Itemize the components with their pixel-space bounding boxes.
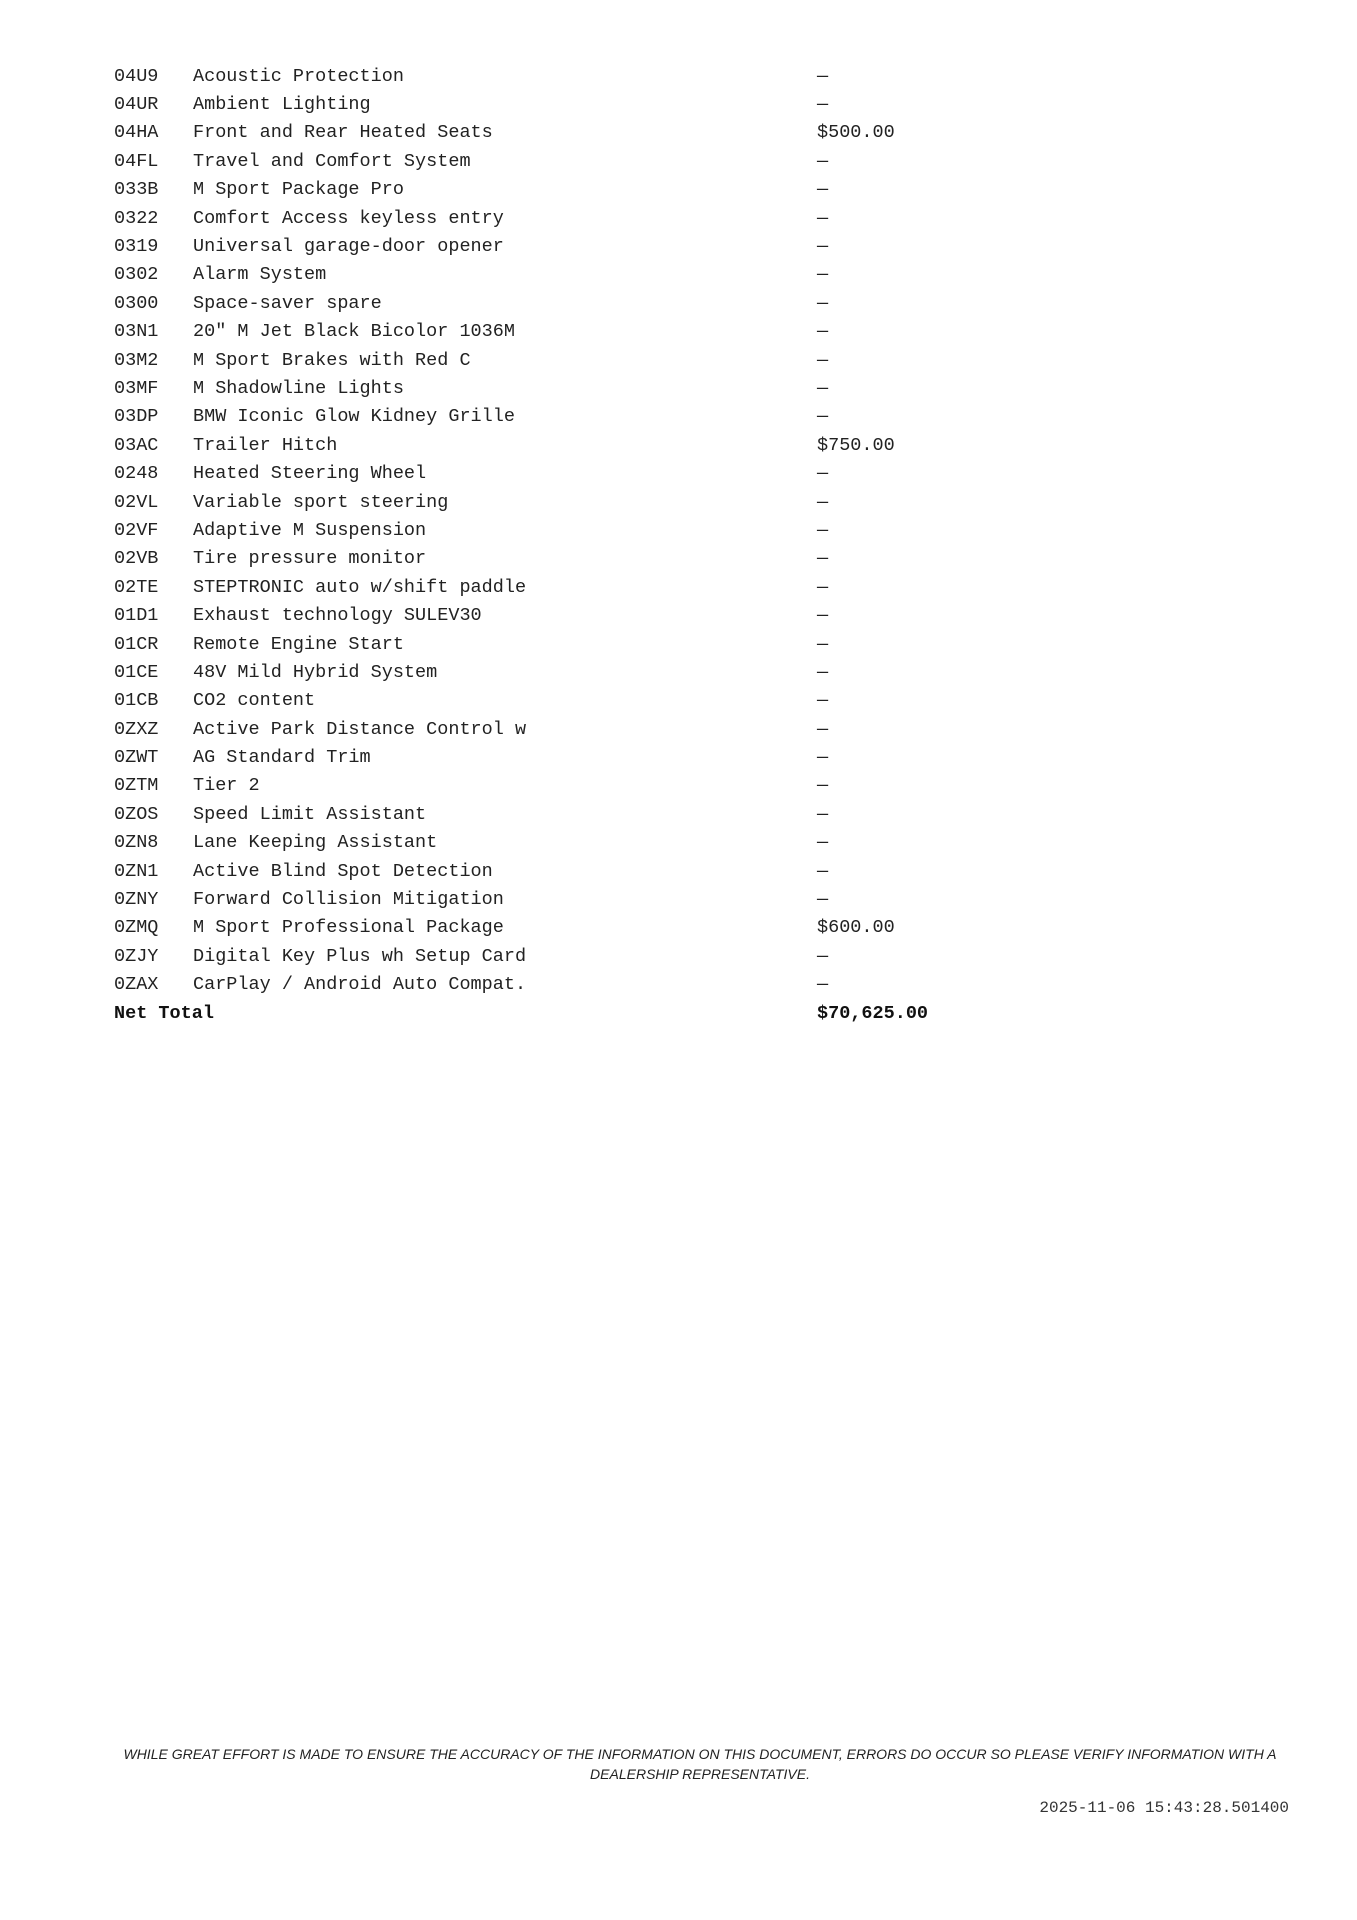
option-description: Ambient Lighting — [193, 94, 371, 116]
option-description: CO2 content — [193, 690, 316, 712]
option-code: 04HA — [114, 122, 159, 144]
option-price: — — [817, 889, 829, 911]
option-price: — — [817, 292, 829, 314]
option-price: — — [817, 377, 829, 399]
option-row — [114, 715, 1014, 743]
option-row — [114, 261, 1014, 289]
option-code: 01D1 — [114, 605, 159, 627]
option-description: Adaptive M Suspension — [193, 519, 427, 541]
option-code: 03M2 — [114, 349, 159, 371]
option-code: 04FL — [114, 150, 159, 172]
option-description: Travel and Comfort System — [193, 150, 471, 172]
option-row — [114, 942, 1014, 970]
option-price: — — [817, 463, 829, 485]
option-description: Tier 2 — [193, 775, 260, 797]
option-price: — — [817, 548, 829, 570]
option-row — [114, 772, 1014, 800]
option-code: 0ZXZ — [114, 718, 159, 740]
option-description: Speed Limit Assistant — [193, 803, 427, 825]
option-row — [114, 573, 1014, 601]
option-code: 0ZWT — [114, 747, 159, 769]
net-total-value: $70,625.00 — [817, 1002, 929, 1024]
option-row — [114, 658, 1014, 686]
option-code: 0ZAX — [114, 974, 159, 996]
option-price: — — [817, 179, 829, 201]
option-description: Active Park Distance Control w — [193, 718, 527, 740]
option-code: 033B — [114, 179, 159, 201]
option-code: 01CB — [114, 690, 159, 712]
option-price: — — [817, 349, 829, 371]
option-price: — — [817, 690, 829, 712]
option-description: Digital Key Plus wh Setup Card — [193, 945, 527, 967]
option-price: — — [817, 605, 829, 627]
option-price: — — [817, 65, 829, 87]
option-row — [114, 743, 1014, 771]
option-row — [114, 885, 1014, 913]
option-code: 0302 — [114, 264, 159, 286]
option-price: — — [817, 860, 829, 882]
option-code: 02VL — [114, 491, 159, 513]
option-price: $500.00 — [817, 122, 895, 144]
option-price: — — [817, 94, 829, 116]
option-rows — [114, 62, 1014, 999]
option-price: — — [817, 775, 829, 797]
option-code: 0ZJY — [114, 945, 159, 967]
option-code: 0ZN1 — [114, 860, 159, 882]
option-price: — — [817, 747, 829, 769]
option-price: — — [817, 803, 829, 825]
option-row — [114, 119, 1014, 147]
option-row — [114, 488, 1014, 516]
option-description: M Shadowline Lights — [193, 377, 404, 399]
option-row — [114, 601, 1014, 629]
option-code: 04UR — [114, 94, 159, 116]
option-row — [114, 971, 1014, 999]
options-list — [114, 62, 1014, 1027]
option-price: $750.00 — [817, 434, 895, 456]
option-code: 0248 — [114, 463, 159, 485]
option-code: 01CE — [114, 661, 159, 683]
option-row — [114, 687, 1014, 715]
option-price: — — [817, 945, 829, 967]
option-price: — — [817, 633, 829, 655]
disclaimer-text: WHILE GREAT EFFORT IS MADE TO ENSURE THE ACCURACY OF THE INFORMATION ON THIS DOCUMENT, ERRORS DO OCCUR SO PLEASE VERIFY INFORMATION WITH A DEALERSHIP REPRESENTATIVE. — [123, 1746, 1277, 1782]
option-code: 0ZMQ — [114, 917, 159, 939]
option-description: Variable sport steering — [193, 491, 449, 513]
option-row — [114, 459, 1014, 487]
option-description: CarPlay / Android Auto Compat. — [193, 974, 527, 996]
option-row — [114, 516, 1014, 544]
option-description: Front and Rear Heated Seats — [193, 122, 493, 144]
option-price: — — [817, 491, 829, 513]
option-row — [114, 630, 1014, 658]
option-price: — — [817, 207, 829, 229]
option-code: 0319 — [114, 236, 159, 258]
option-price: — — [817, 576, 829, 598]
option-price: — — [817, 661, 829, 683]
option-description: Heated Steering Wheel — [193, 463, 427, 485]
option-code: 02TE — [114, 576, 159, 598]
option-description: Acoustic Protection — [193, 65, 404, 87]
option-row — [114, 374, 1014, 402]
option-price: — — [817, 519, 829, 541]
option-row — [114, 318, 1014, 346]
option-code: 03MF — [114, 377, 159, 399]
option-description: Lane Keeping Assistant — [193, 832, 438, 854]
option-description: 48V Mild Hybrid System — [193, 661, 438, 683]
option-code: 0ZOS — [114, 803, 159, 825]
option-code: 01CR — [114, 633, 159, 655]
option-row — [114, 204, 1014, 232]
option-price: — — [817, 718, 829, 740]
option-code: 04U9 — [114, 65, 159, 87]
option-row — [114, 346, 1014, 374]
option-description: M Sport Package Pro — [193, 179, 404, 201]
option-row — [114, 62, 1014, 90]
net-total-label: Net Total — [114, 1002, 214, 1024]
option-row — [114, 90, 1014, 118]
option-description: STEPTRONIC auto w/shift paddle — [193, 576, 527, 598]
option-code: 02VF — [114, 519, 159, 541]
option-price: — — [817, 236, 829, 258]
option-code: 0ZNY — [114, 889, 159, 911]
print-timestamp: 2025-11-06 15:43:28.501400 — [1039, 1799, 1289, 1817]
option-row — [114, 403, 1014, 431]
option-description: Trailer Hitch — [193, 434, 338, 456]
option-description: Universal garage-door opener — [193, 236, 504, 258]
option-description: Remote Engine Start — [193, 633, 404, 655]
option-price: — — [817, 832, 829, 854]
option-description: Tire pressure monitor — [193, 548, 427, 570]
option-code: 0ZN8 — [114, 832, 159, 854]
option-code: 0300 — [114, 292, 159, 314]
option-row — [114, 800, 1014, 828]
option-description: Forward Collision Mitigation — [193, 889, 504, 911]
option-price: $600.00 — [817, 917, 895, 939]
option-description: Alarm System — [193, 264, 327, 286]
option-price: — — [817, 406, 829, 428]
option-description: Exhaust technology SULEV30 — [193, 605, 482, 627]
option-code: 03AC — [114, 434, 159, 456]
option-row — [114, 914, 1014, 942]
option-description: 20" M Jet Black Bicolor 1036M — [193, 321, 515, 343]
option-price: — — [817, 150, 829, 172]
option-code: 03N1 — [114, 321, 159, 343]
option-code: 02VB — [114, 548, 159, 570]
option-row — [114, 829, 1014, 857]
option-description: Active Blind Spot Detection — [193, 860, 493, 882]
option-description: Comfort Access keyless entry — [193, 207, 504, 229]
option-price: — — [817, 264, 829, 286]
option-price: — — [817, 321, 829, 343]
option-description: M Sport Professional Package — [193, 917, 504, 939]
option-description: Space-saver spare — [193, 292, 382, 314]
option-row — [114, 232, 1014, 260]
option-row — [114, 147, 1014, 175]
option-code: 0ZTM — [114, 775, 159, 797]
option-row — [114, 289, 1014, 317]
net-total-row — [114, 999, 1014, 1027]
option-row — [114, 176, 1014, 204]
option-row — [114, 857, 1014, 885]
option-description: M Sport Brakes with Red C — [193, 349, 471, 371]
option-code: 0322 — [114, 207, 159, 229]
option-code: 03DP — [114, 406, 159, 428]
option-description: BMW Iconic Glow Kidney Grille — [193, 406, 515, 428]
option-row — [114, 431, 1014, 459]
option-row — [114, 545, 1014, 573]
option-description: AG Standard Trim — [193, 747, 371, 769]
option-price: — — [817, 974, 829, 996]
